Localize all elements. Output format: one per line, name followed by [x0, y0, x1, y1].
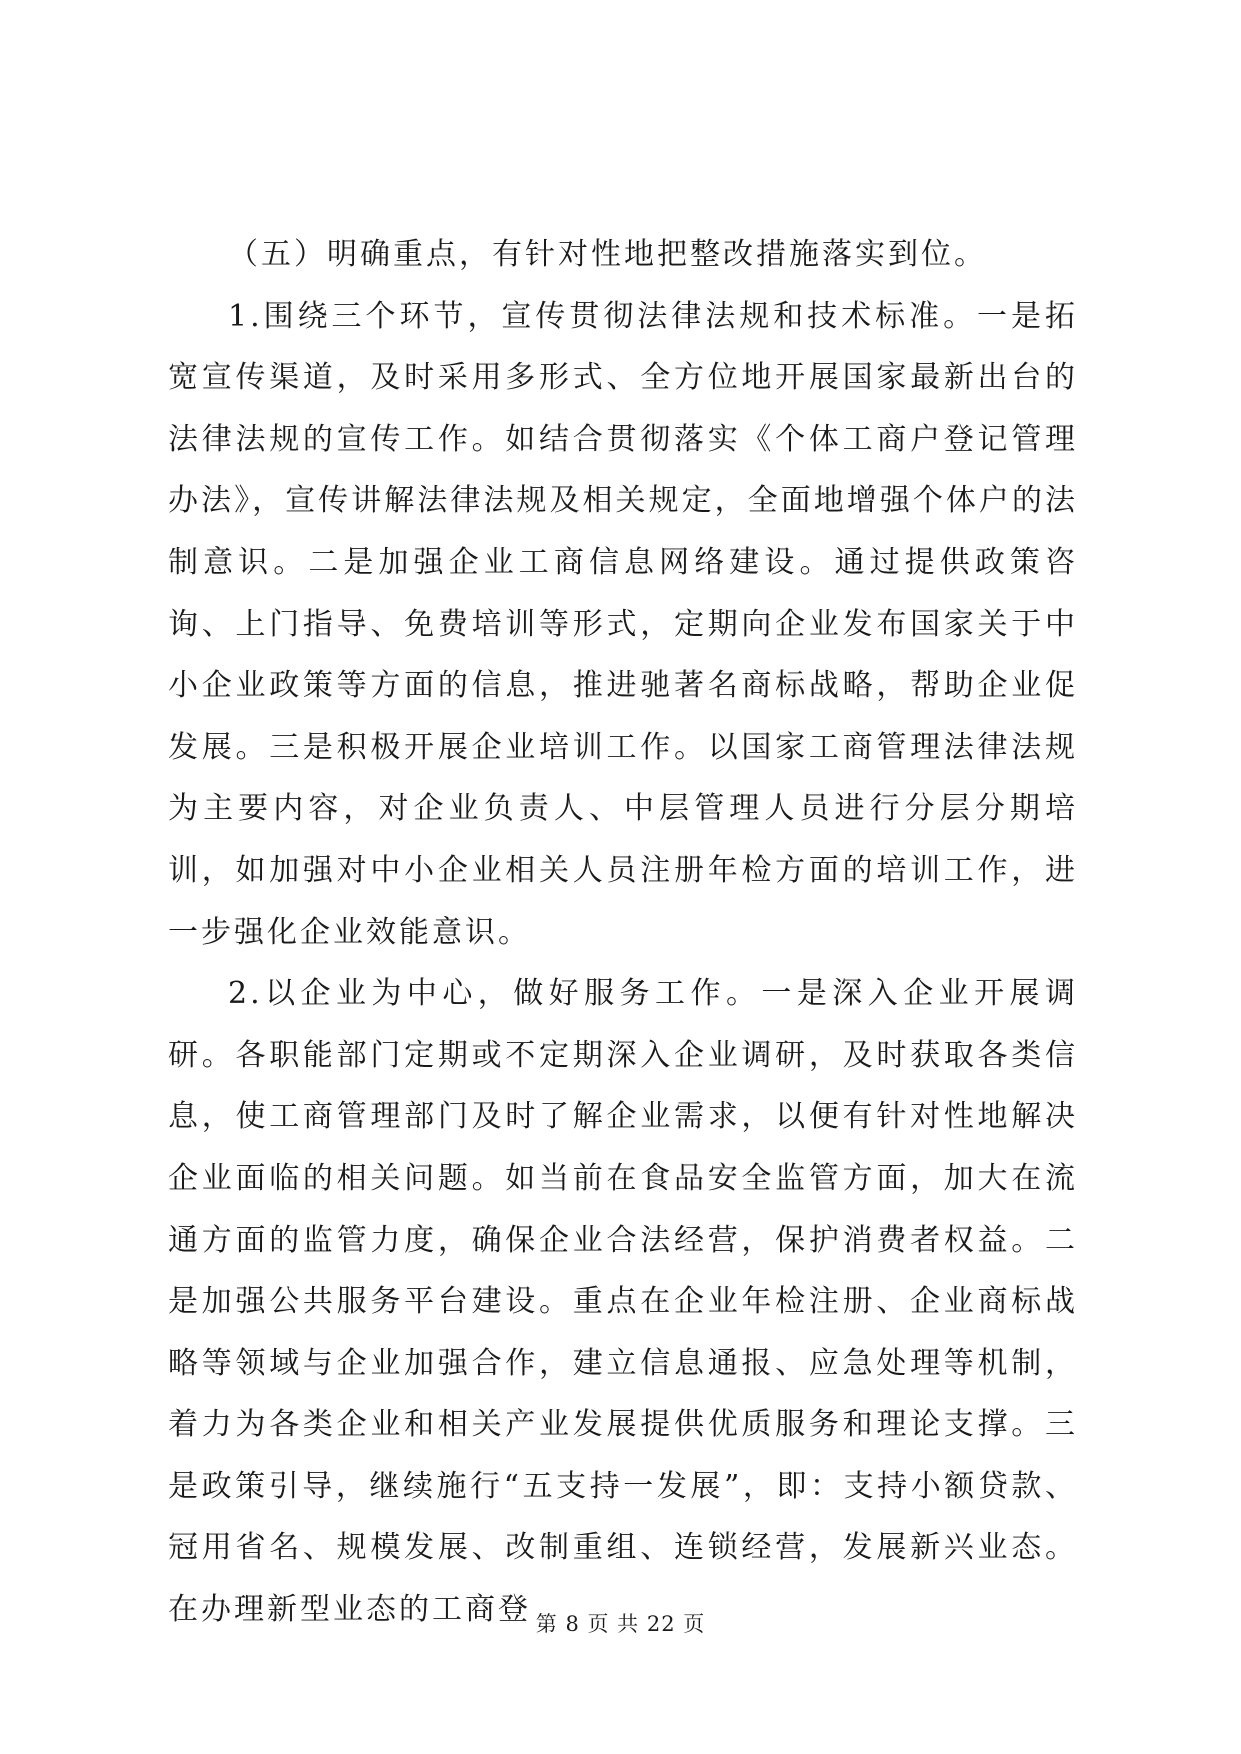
paragraph-item-2: 2.以企业为中心，做好服务工作。一是深入企业开展调研。各职能部门定期或不定期深入企业调研，及时获取各类信息，使工商管理部门及时了解企业需求，以便有针对性地解决企业面临的相关问题。如当前在食品安全监管方面，加大在流通方面的监管力度，确保企业合法经营，保护消费者权益。二是加强公共服务平台建设。重点在企业年检注册、企业商标战略等领域与企业加强合作，建立信息通报、应急处理等机制，着力为各类企业和相关产业发展提供优质服务和理论支撑。三是政策引导，继续施行“五支持一发展”，即：支持小额贷款、冠用省名、规模发展、改制重组、连锁经营，发展新兴业态。在办理新型业态的工商登: [168, 976, 1078, 1628]
page-number-footer: 第 8 页 共 22 页: [535, 1612, 706, 1636]
document-body: [168, 224, 1078, 1641]
paragraph-heading-five: （五）明确重点，有针对性地把整改措施落实到位。: [228, 237, 987, 272]
paragraph-item-1: 1.围绕三个环节，宣传贯彻法律法规和技术标准。一是拓宽宣传渠道，及时采用多形式、全方位地开展国家最新出台的法律法规的宣传工作。如结合贯彻落实《个体工商户登记管理办法》，宣传讲解法律法规及相关规定，全面地增强个体户的法制意识。二是加强企业工商信息网络建设。通过提供政策咨询、上门指导、免费培训等形式，定期向企业发布国家关于中小企业政策等方面的信息，推进驰著名商标战略，帮助企业促发展。三是积极开展企业培训工作。以国家工商管理法律法规为主要内容，对企业负责人、中层管理人员进行分层分期培训，如加强对中小企业相关人员注册年检方面的培训工作，进一步强化企业效能意识。: [168, 298, 1078, 950]
